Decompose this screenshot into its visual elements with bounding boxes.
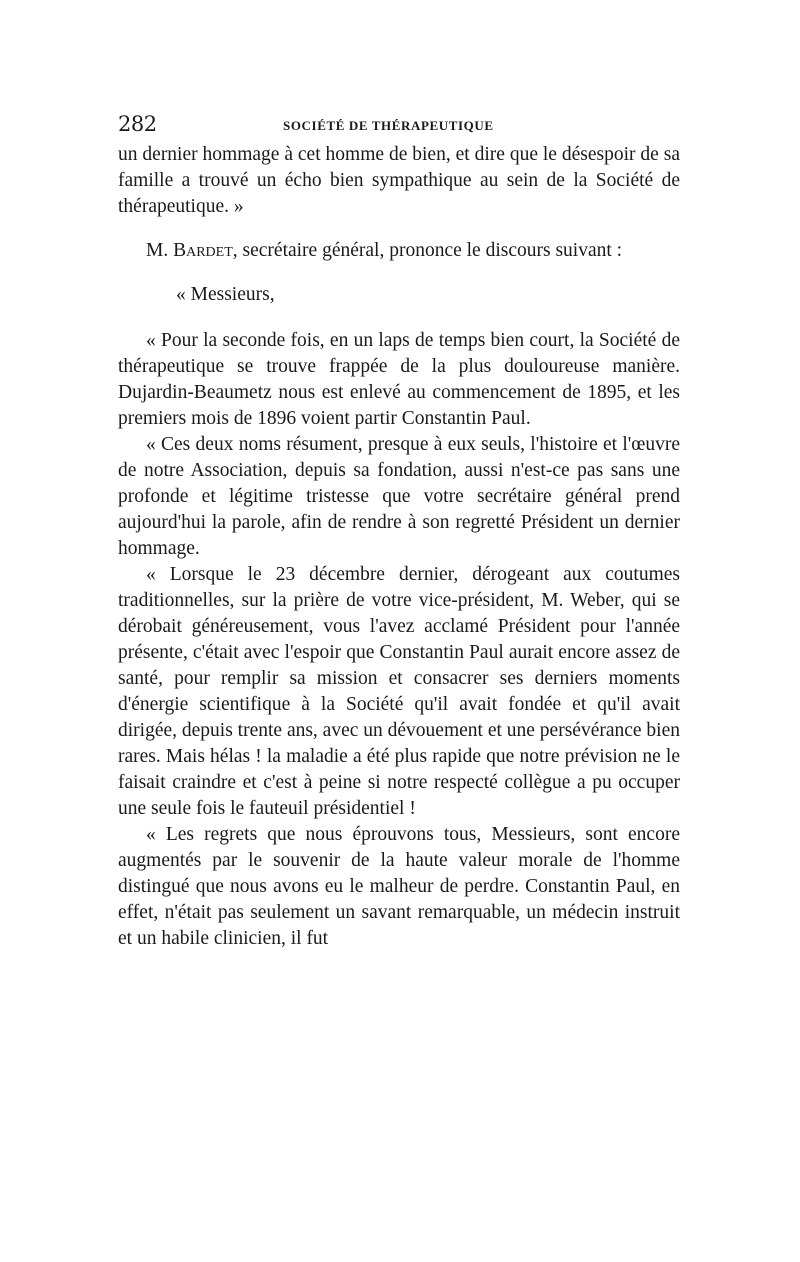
paragraph-speech-4: « Les regrets que nous éprouvons tous, Messieurs, sont encore augmentés par le souvenir de la haute valeur morale de l'homme distingué que nous avons eu le malheur de perdre. Constantin Paul, en effet, n'était pas seulement un savant remarquable, un médecin instruit et un habile clinicien, il fut xyxy=(118,824,680,949)
speech-greeting: « Messieurs, xyxy=(176,284,275,305)
body-text xyxy=(118,142,680,952)
paragraph-speech-2: « Ces deux noms résument, presque à eux seuls, l'histoire et l'œuvre de notre Association, depuis sa fondation, aussi n'est-ce pas sans une profonde et légitime tristesse que votre secrétaire général prend aujourd'hui la parole, afin de rendre à son regretté Président un dernier hommage. xyxy=(118,434,680,559)
paragraph-speech-1: « Pour la seconde fois, en un laps de temps bien court, la Société de thérapeutique se trouve frappée de la plus douloureuse manière. Dujardin-Beaumetz nous est enlevé au commencement de 1895, et les premiers mois de 1896 voient partir Constantin Paul. xyxy=(118,330,680,429)
speaker-name: Bardet xyxy=(173,240,233,261)
honorific: M. xyxy=(146,240,174,261)
paragraph-bardet-intro xyxy=(118,238,680,264)
running-head: SOCIÉTÉ DE THÉRAPEUTIQUE xyxy=(283,118,494,133)
paragraph-speech-3: « Lorsque le 23 décembre dernier, dérogeant aux coutumes traditionnelles, sur la prière de votre vice-président, M. Weber, qui se dérobait généreusement, vous l'avez acclamé Président pour l'année présente, c'était avec l'espoir que Constantin Paul aurait encore assez de santé, pour remplir sa mission et consacrer ses derniers moments d'énergie scientifique à la Société qu'il avait fondée et qu'il avait dirigée, depuis trente ans, avec un dévouement et une persévérance bien rares. Mais hélas ! la maladie a été plus rapide que notre prévision ne le faisait craindre et c'est à peine si notre respecté collègue a pu occuper une seule fois le fauteuil présidentiel ! xyxy=(118,564,681,819)
paragraph-continuation: un dernier hommage à cet homme de bien, et dire que le désespoir de sa famille a trouvé un écho bien sympathique au sein de la Société de thérapeutique. » xyxy=(118,144,680,217)
book-page xyxy=(118,112,680,952)
page-header xyxy=(118,112,680,142)
intro-rest: , secrétaire général, prononce le discours suivant : xyxy=(232,240,623,261)
page-number: 282 xyxy=(118,112,157,136)
